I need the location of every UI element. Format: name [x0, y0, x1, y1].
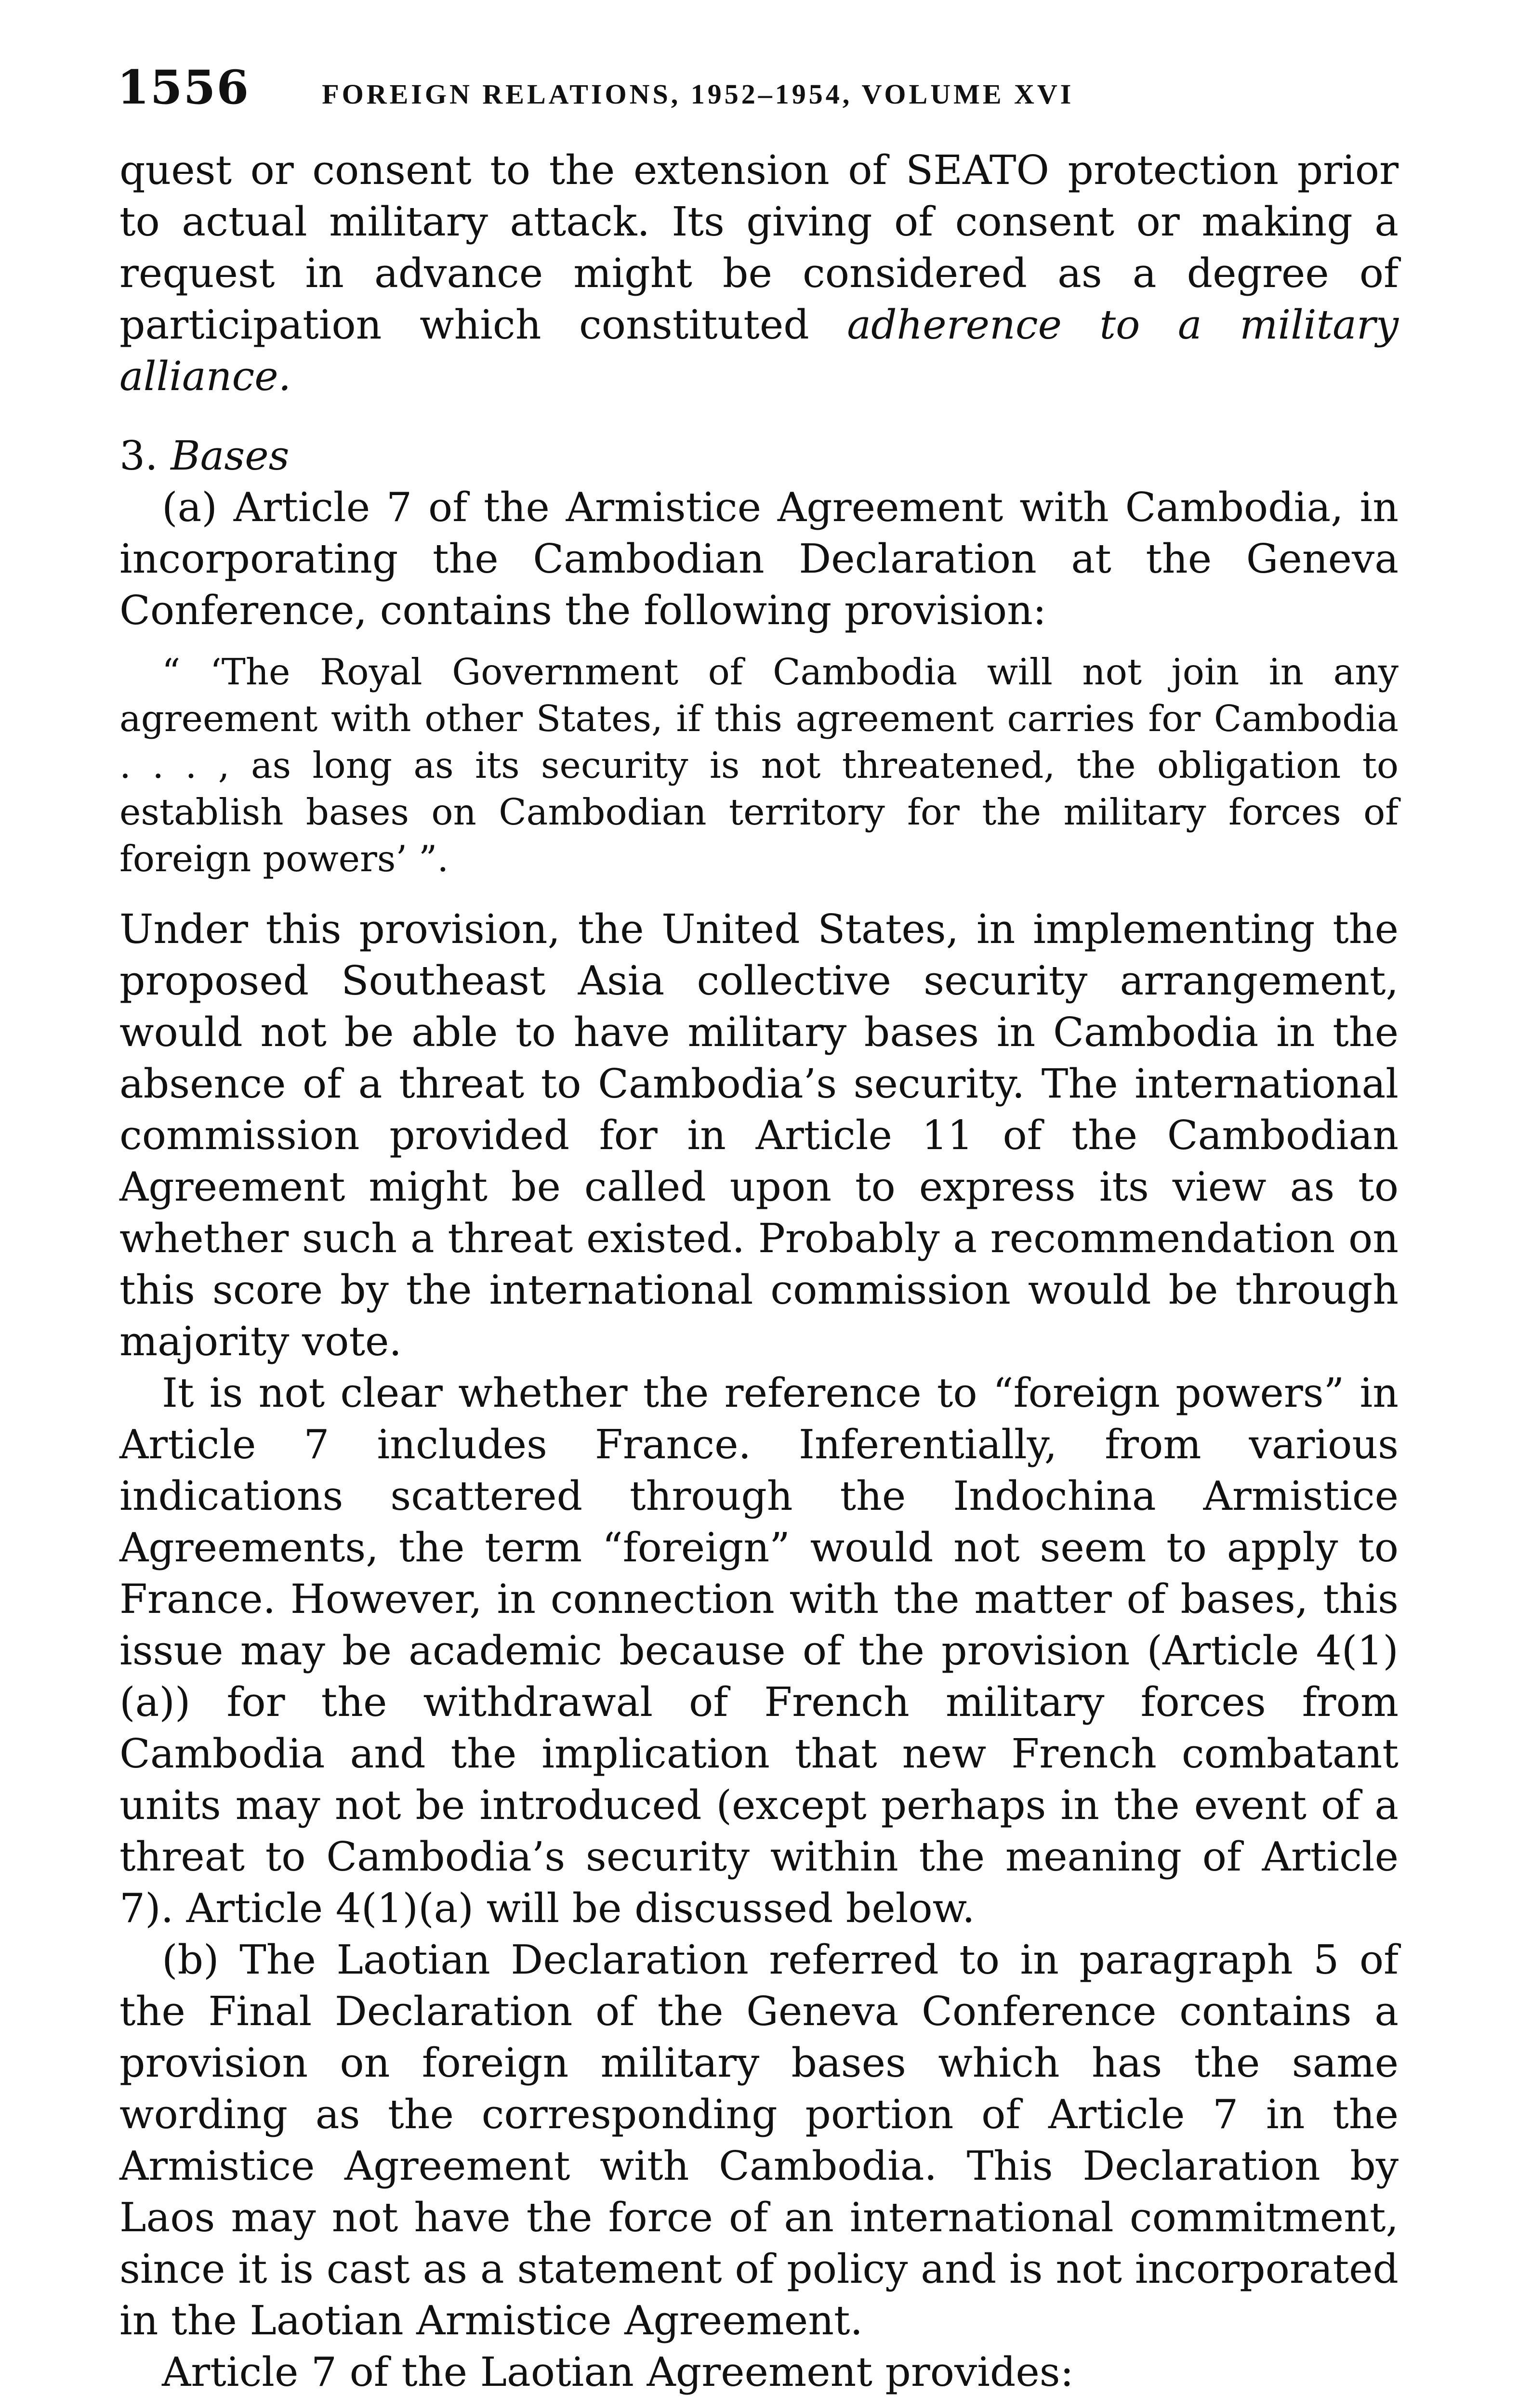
section-number: 3. — [119, 432, 158, 479]
paragraph-article-7: Article 7 of the Laotian Agreement provides: — [162, 2348, 1074, 2395]
subsection-a — [119, 482, 1399, 636]
paragraph-under-provision: Under this provision, the United States, in implementing the proposed Southeast Asia collective security arrangement, would not be able to have military bases in Cambodia in the absence of a threat to Cambodia’s security. The international commission provided for in Article 11 of the Cambodian Agreement might be called upon to express its view as to whether such a threat existed. Probably a recommendation on this score by the international commission would be through majority vote. — [119, 905, 1399, 1365]
paragraph-continuation — [119, 144, 1399, 402]
running-head: FOREIGN RELATIONS, 1952–1954, VOLUME XVI — [322, 79, 1074, 110]
emphasis-text: adherence to a military alliance. — [119, 301, 1399, 400]
quote-cambodia: “ ‘The Royal Government of Cambodia will not join in any agreement with other States, if this agreement carries for Cambodia . . . , as long as its security is not threatened, the obligation to establish bases on Cambodian territory for the military forces of foreign powers’ ”. — [119, 651, 1399, 880]
subsection-b-label: (b) — [162, 1936, 219, 1983]
paragraph-foreign-powers: It is not clear whether the reference to “foreign powers” in Article 7 includes France. Inferentially, from various indications scattered through the Indochina Armistice Agreements, the term “foreign” would not seem to apply to France. However, in connection with the matter of bases, this issue may be academic because of the provision (Article 4(1)(a)) for the withdrawal of French military forces from Cambodia and the implication that new French combatant units may not be introduced (except perhaps in the event of a threat to Cambodia’s security within the meaning of Article 7). Article 4(1)(a) will be discussed below. — [119, 1369, 1399, 1932]
subsection-b-text: The Laotian Declaration referred to in paragraph 5 of the Final Declaration of the Geneva Conference contains a provision on foreign military bases which has the same wording as the corresponding portion of Article 7 in the Armistice Agreement with Cambodia. This Declaration by Laos may not have the force of an international commitment, since it is cast as a statement of policy and is not incorporated in the Laotian Armistice Agreement. — [119, 1936, 1399, 2344]
page-header — [117, 60, 1399, 123]
body-text — [119, 144, 1399, 2408]
subsection-b — [119, 1934, 1399, 2346]
page-number: 1556 — [117, 60, 250, 115]
subsection-a-text: Article 7 of the Armistice Agreement with Cambodia, in incorporating the Cambodian Declaration at the Geneva Conference, contains the following provision: — [119, 484, 1399, 634]
section-title: Bases — [171, 432, 290, 479]
section-heading — [119, 430, 1399, 482]
subsection-a-label: (a) — [162, 484, 217, 531]
paragraph-text: quest or consent to the extension of SEATO protection prior to actual military attack. Its giving of consent or making a request in advance might be considered as a degree of participation which constituted — [119, 146, 1399, 348]
